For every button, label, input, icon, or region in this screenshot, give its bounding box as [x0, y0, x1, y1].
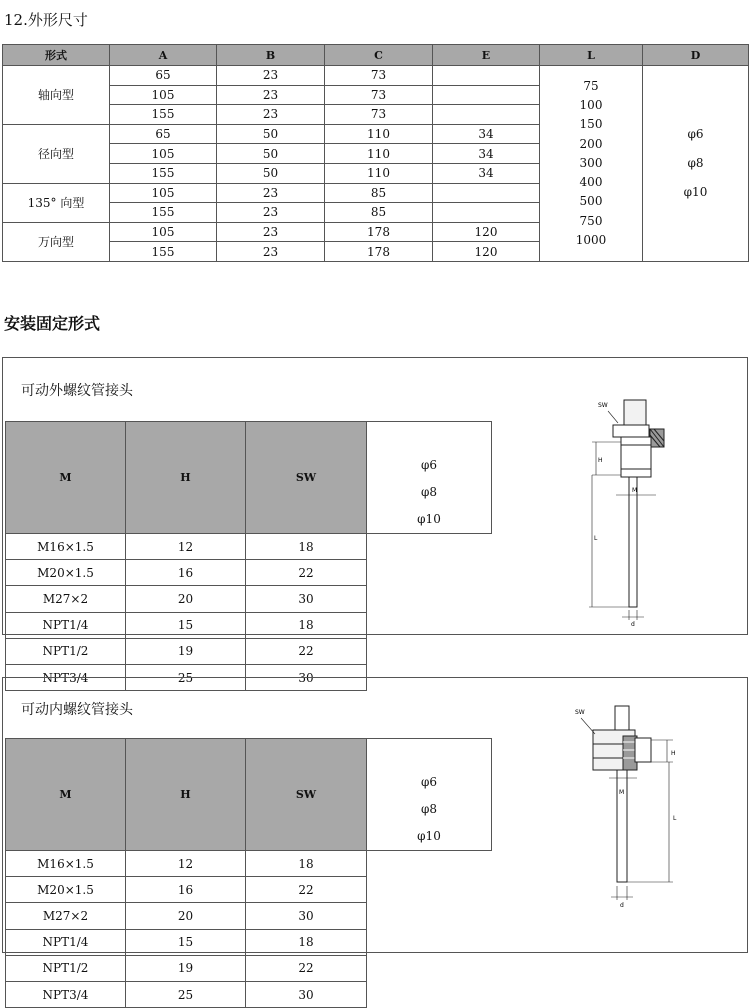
l-value: 1000 [575, 233, 607, 247]
table-row [6, 560, 492, 586]
column-header: C [325, 45, 433, 66]
h-label: H [598, 457, 603, 464]
value-cell: 110 [325, 124, 433, 144]
value-cell: 23 [217, 222, 325, 242]
value-cell: 12 [126, 851, 246, 877]
value-cell: 50 [217, 163, 325, 183]
d-value: φ6 [687, 126, 704, 141]
value-cell: 22 [246, 638, 367, 664]
column-header: D [643, 45, 749, 66]
value-cell: 50 [217, 144, 325, 164]
column-header: SW [246, 422, 367, 534]
column-header: M [6, 422, 126, 534]
value-cell: 105 [110, 85, 217, 105]
value-cell: 30 [246, 903, 367, 929]
sw-label: SW [598, 402, 608, 409]
value-cell: 85 [325, 183, 433, 203]
value-cell: 23 [217, 242, 325, 262]
value-cell: 18 [246, 534, 367, 560]
d-label: d [631, 621, 635, 628]
type-name-cell: 轴向型 [3, 66, 110, 125]
h-label: H [671, 750, 676, 757]
table-row [6, 903, 492, 929]
table-row [6, 929, 492, 955]
value-cell: 25 [126, 664, 246, 690]
l-value: 200 [579, 136, 603, 151]
column-header: SW [246, 739, 367, 851]
value-cell: 18 [246, 612, 367, 638]
value-cell: M27×2 [6, 903, 126, 929]
value-cell: 20 [126, 903, 246, 929]
m-label: M [632, 487, 638, 494]
d-value: φ10 [417, 829, 441, 843]
m-label: M [619, 789, 625, 796]
d-values-cell [643, 66, 749, 262]
value-cell: 30 [246, 664, 367, 690]
value-cell: M16×1.5 [6, 851, 126, 877]
value-cell: 73 [325, 66, 433, 86]
d-label: d [620, 902, 624, 909]
l-value: 400 [579, 175, 603, 190]
value-cell: 105 [110, 144, 217, 164]
value-cell: NPT1/4 [6, 929, 126, 955]
value-cell: 23 [217, 105, 325, 125]
d-value: φ8 [687, 155, 704, 170]
value-cell: 22 [246, 877, 367, 903]
l-value: 100 [579, 97, 603, 112]
column-header: H [126, 739, 246, 851]
value-cell: 110 [325, 163, 433, 183]
value-cell: 12 [126, 534, 246, 560]
value-cell: 178 [325, 222, 433, 242]
l-value: 75 [583, 78, 599, 93]
value-cell: 23 [217, 183, 325, 203]
sw-label: SW [575, 709, 585, 716]
value-cell: 22 [246, 955, 367, 981]
value-cell: 155 [110, 105, 217, 125]
section-title-mounting: 安装固定形式 [4, 314, 101, 333]
value-cell: 23 [217, 85, 325, 105]
column-header: B [217, 45, 325, 66]
value-cell: M27×2 [6, 586, 126, 612]
value-cell: M20×1.5 [6, 877, 126, 903]
table-row [6, 981, 492, 1007]
value-cell [433, 105, 540, 125]
value-cell: NPT3/4 [6, 981, 126, 1007]
value-cell: 18 [246, 851, 367, 877]
l-values-cell [540, 66, 643, 262]
value-cell [433, 66, 540, 86]
l-value: 150 [579, 117, 603, 132]
value-cell: 34 [433, 124, 540, 144]
value-cell: 19 [126, 638, 246, 664]
value-cell: NPT1/2 [6, 638, 126, 664]
panel-internal-thread-fitting [2, 677, 748, 1002]
value-cell: 25 [126, 981, 246, 1007]
value-cell: M20×1.5 [6, 560, 126, 586]
table-row [6, 534, 492, 560]
l-value: 500 [579, 194, 603, 209]
value-cell: NPT1/4 [6, 612, 126, 638]
value-cell: 155 [110, 242, 217, 262]
d-value: φ6 [420, 775, 438, 789]
value-cell: 50 [217, 124, 325, 144]
column-header: M [6, 739, 126, 851]
l-value: 750 [579, 213, 603, 228]
d-values-cell [367, 422, 492, 534]
value-cell: 34 [433, 144, 540, 164]
section-title-dimensions: 12.外形尺寸 [4, 11, 88, 29]
column-header: 形式 [3, 45, 110, 66]
value-cell [433, 203, 540, 223]
value-cell: 65 [110, 66, 217, 86]
column-header: A [110, 45, 217, 66]
value-cell: 20 [126, 586, 246, 612]
panel-external-thread-fitting [2, 357, 748, 685]
table-row [6, 586, 492, 612]
table-row [6, 877, 492, 903]
table-header-row [3, 45, 749, 66]
column-header: E [433, 45, 540, 66]
table-row [3, 66, 749, 86]
value-cell: 120 [433, 242, 540, 262]
value-cell: 34 [433, 163, 540, 183]
value-cell: 23 [217, 203, 325, 223]
value-cell: 30 [246, 981, 367, 1007]
internal-thread-table [5, 738, 492, 1008]
column-header: L [540, 45, 643, 66]
l-value: 300 [579, 155, 603, 170]
value-cell: 30 [246, 586, 367, 612]
value-cell: 15 [126, 612, 246, 638]
d-value: φ8 [420, 802, 438, 816]
l-label: L [594, 535, 598, 542]
value-cell [433, 183, 540, 203]
external-thread-table [5, 421, 492, 691]
value-cell: 16 [126, 877, 246, 903]
value-cell: 105 [110, 183, 217, 203]
table-row [6, 851, 492, 877]
internal-thread-fitting-diagram [573, 700, 683, 912]
table-header-row [6, 739, 492, 851]
panel-title: 可动内螺纹管接头 [21, 702, 133, 718]
value-cell: 73 [325, 85, 433, 105]
panel-title: 可动外螺纹管接头 [21, 383, 133, 399]
value-cell: 120 [433, 222, 540, 242]
value-cell: 178 [325, 242, 433, 262]
value-cell: NPT3/4 [6, 664, 126, 690]
value-cell: 15 [126, 929, 246, 955]
value-cell: 105 [110, 222, 217, 242]
d-value: φ10 [683, 184, 708, 199]
d-values-cell [367, 739, 492, 851]
table-row [6, 612, 492, 638]
value-cell: 110 [325, 144, 433, 164]
type-name-cell: 万向型 [3, 222, 110, 261]
type-name-cell: 135° 向型 [3, 183, 110, 222]
value-cell: M16×1.5 [6, 534, 126, 560]
value-cell: 23 [217, 66, 325, 86]
value-cell: 19 [126, 955, 246, 981]
value-cell: 73 [325, 105, 433, 125]
dimensions-table [2, 44, 749, 262]
type-name-cell: 径向型 [3, 124, 110, 183]
table-header-row [6, 422, 492, 534]
value-cell: 155 [110, 163, 217, 183]
d-value: φ6 [420, 458, 438, 472]
d-value: φ8 [420, 485, 438, 499]
table-row [6, 638, 492, 664]
table-row [6, 955, 492, 981]
value-cell: 18 [246, 929, 367, 955]
value-cell [433, 85, 540, 105]
value-cell: 65 [110, 124, 217, 144]
l-label: L [673, 815, 677, 822]
d-value: φ10 [417, 512, 441, 526]
value-cell: 85 [325, 203, 433, 223]
value-cell: 16 [126, 560, 246, 586]
value-cell: NPT1/2 [6, 955, 126, 981]
value-cell: 22 [246, 560, 367, 586]
column-header: H [126, 422, 246, 534]
external-thread-fitting-diagram [588, 385, 678, 627]
value-cell: 155 [110, 203, 217, 223]
